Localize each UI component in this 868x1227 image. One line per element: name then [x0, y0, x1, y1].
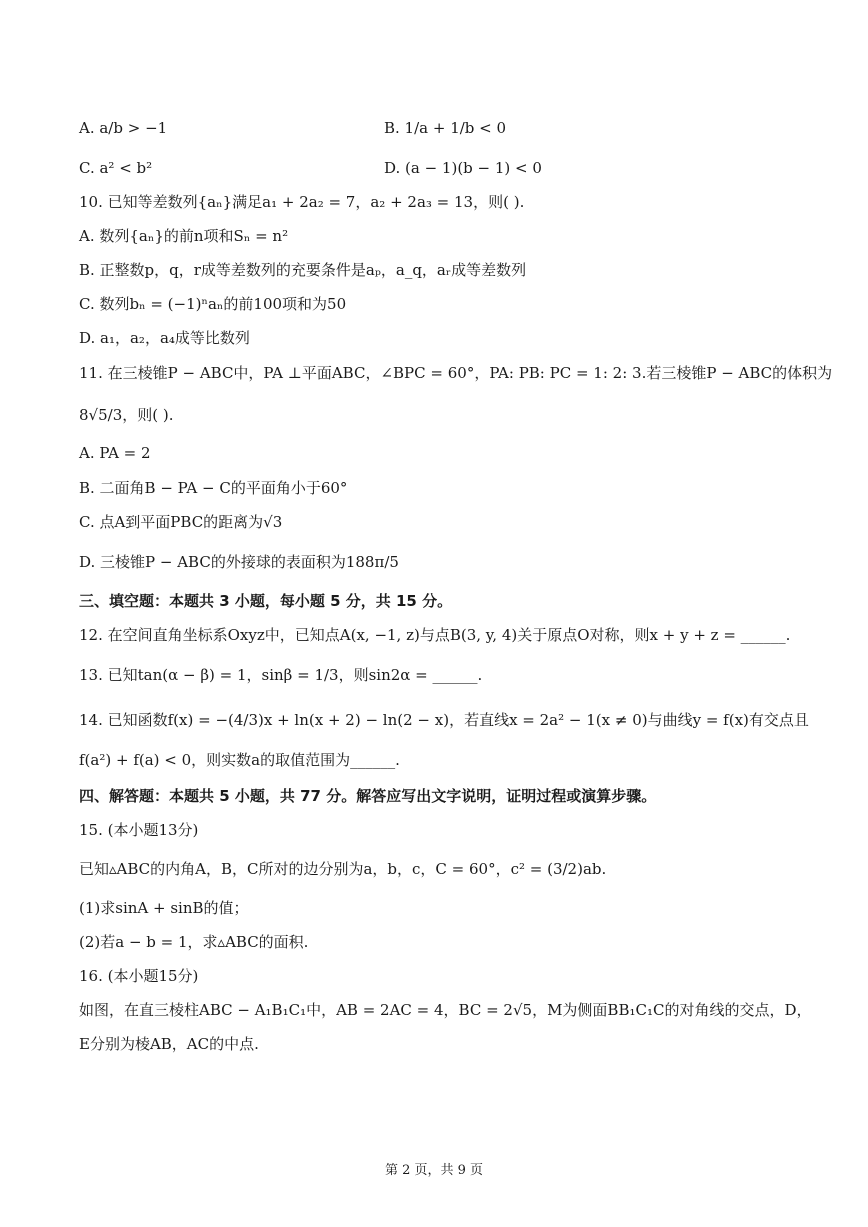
section-4-heading: 四、解答题：本题共 5 小题，共 77 分。解答应写出文字说明，证明过程或演算步骤。	[79, 787, 657, 805]
q11-stem-line2: 8√5/3，则( ).	[79, 406, 174, 424]
q13-stem: 13. 已知tan(α − β) = 1，sinβ = 1/3，则sin2α = ______.	[79, 666, 483, 684]
q11-option-c: C. 点A到平面PBC的距离为√3	[79, 513, 283, 531]
q10-option-d: D. a₁，a₂，a₄成等比数列	[79, 329, 250, 347]
q9-option-a: A. a/b > −1	[79, 119, 168, 137]
q15-part2: (2)若a − b = 1，求▵ABC的面积.	[79, 933, 309, 951]
q14-line1: 14. 已知函数f(x) = −(4/3)x + ln(x + 2) − ln(2 − x)，若直线x = 2a² − 1(x ≠ 0)与曲线y = f(x)有交点且	[79, 711, 809, 729]
q11-stem-line1: 11. 在三棱锥P − ABC中，PA ⊥平面ABC，∠BPC = 60°，PA: PB: PC = 1: 2: 3.若三棱锥P − ABC的体积为	[79, 364, 833, 382]
q10-option-c: C. 数列bₙ = (−1)ⁿaₙ的前100项和为50	[79, 295, 347, 313]
q16-stem-line1: 如图，在直三棱柱ABC − A₁B₁C₁中，AB = 2AC = 4，BC = 2√5，M为侧面BB₁C₁C的对角线的交点，D，	[79, 1001, 812, 1019]
q9-option-b: B. 1/a + 1/b < 0	[384, 119, 507, 137]
q11-option-d: D. 三棱锥P − ABC的外接球的表面积为188π/5	[79, 553, 399, 571]
q12-stem: 12. 在空间直角坐标系Oxyz中，已知点A(x, −1, z)与点B(3, y, 4)关于原点O对称，则x + y + z = ______.	[79, 626, 791, 644]
q11-option-b: B. 二面角B − PA − C的平面角小于60°	[79, 479, 348, 497]
q16-stem-line2: E分别为棱AB，AC的中点.	[79, 1035, 259, 1053]
q9-option-d: D. (a − 1)(b − 1) < 0	[384, 159, 542, 177]
section-3-heading: 三、填空题：本题共 3 小题，每小题 5 分，共 15 分。	[79, 592, 453, 610]
q10-stem: 10. 已知等差数列{aₙ}满足a₁ + 2a₂ = 7，a₂ + 2a₃ = 13，则( ).	[79, 193, 525, 211]
q10-option-b: B. 正整数p，q，r成等差数列的充要条件是aₚ，a_q，aᵣ成等差数列	[79, 261, 527, 279]
q15-stem: 已知▵ABC的内角A，B，C所对的边分别为a，b，c，C = 60°，c² = (3/2)ab.	[79, 860, 607, 878]
q9-option-c: C. a² < b²	[79, 159, 153, 177]
q10-option-a: A. 数列{aₙ}的前n项和Sₙ = n²	[79, 227, 289, 245]
page-footer: 第 2 页，共 9 页	[384, 1163, 484, 1178]
q11-option-a: A. PA = 2	[79, 444, 151, 462]
q15-header: 15. (本小题13分)	[79, 821, 199, 839]
q16-header: 16. (本小题15分)	[79, 967, 199, 985]
q15-part1: (1)求sinA + sinB的值；	[79, 899, 249, 917]
q14-line2: f(a²) + f(a) < 0，则实数a的取值范围为______.	[79, 751, 400, 769]
